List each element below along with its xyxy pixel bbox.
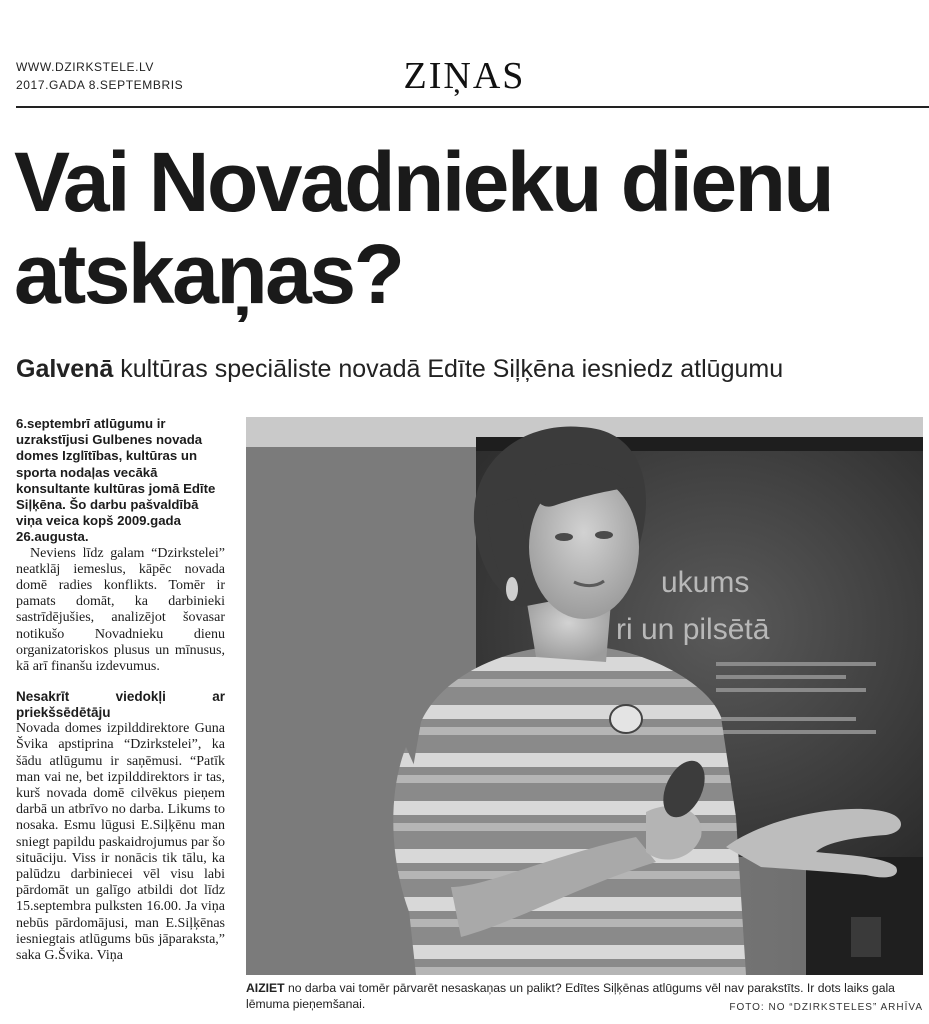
screen-text-1: ukums [661, 566, 750, 599]
article-photo [246, 417, 923, 975]
caption-text: no darba vai tomēr pārvarēt nesaskaņas un palikt? Edītes Siļķēnas atlūgums vēl nav parakstīts. Ir dots laiks gala lēmuma pieņemšanai. [246, 981, 895, 1011]
screen-text-2: ri un pilsētā [616, 613, 770, 646]
subhead-bold: Galvenā [16, 355, 114, 383]
subheadline [16, 352, 921, 386]
subhead-text: kultūras speciāliste novadā Edīte Siļķēna iesniedz atlūgumu [113, 355, 784, 383]
article-column [16, 416, 225, 1024]
lead-paragraph: 6.septembrī atlūgumu ir uzrakstījusi Gulbenes novada domes Izglītības, kultūras un sporta nodaļas vecākā konsultante kultūras jomā Edīte Siļķēna. Šo darbu pašvaldībā viņa veica kopš 2009.gada 26.augusta. [16, 416, 216, 545]
issue-date: 2017.GADA 8.SEPTEMBRIS [16, 78, 184, 92]
body-paragraph: Neviens līdz galam “Dzirkstelei” neatklāj iemeslus, kāpēc novada domē radies konflikts. Tomēr ir pamats domāt, ka darbinieki sastrīdējušies, analizējot šovasar notikušo Novadnieku dienu organizatoriskos plusus un mīnusus, kā arī finanšu izdevumus. [16, 545, 225, 675]
body-paragraph: Novada domes izpilddirektore Guna Švika apstiprina “Dzirkstelei”, ka šādu atlūgumu ir saņēmusi. “Patīk man vai ne, bet izpilddirektors ir tas, kurš novada domē cilvēkus pieņem darbā un atbrīvo no darba. Likums to nosaka. Esmu lūgusi E.Siļķēnu man sniegt papildu paskaidrojumus par šo situāciju. Viss ir nonācis tik tālu, ka palūdzu darbiniecei vēl visu labi pārdomāt un galīgo atbildi dot līdz 15.septembra pulksten 16.00. Ja viņa nebūs pārdomājusi, man E.Siļķēnas iesniegtais atlūgums būs jāparaksta,” saka G.Švika. Viņa [16, 721, 225, 964]
section-subheading: Nesakrīt viedokļi ar priekšsēdētāju [16, 689, 225, 721]
header-divider [16, 106, 929, 108]
section-title: ZIŅAS [403, 55, 526, 97]
photo-credit: FOTO: NO “DZIRKSTELES” ARHĪVA [729, 1002, 923, 1013]
caption-lead: AIZIET [246, 981, 285, 995]
headline: Vai Novadnieku dienu atskaņas? [14, 135, 833, 321]
site-url[interactable]: WWW.DZIRKSTELE.LV [16, 60, 154, 74]
